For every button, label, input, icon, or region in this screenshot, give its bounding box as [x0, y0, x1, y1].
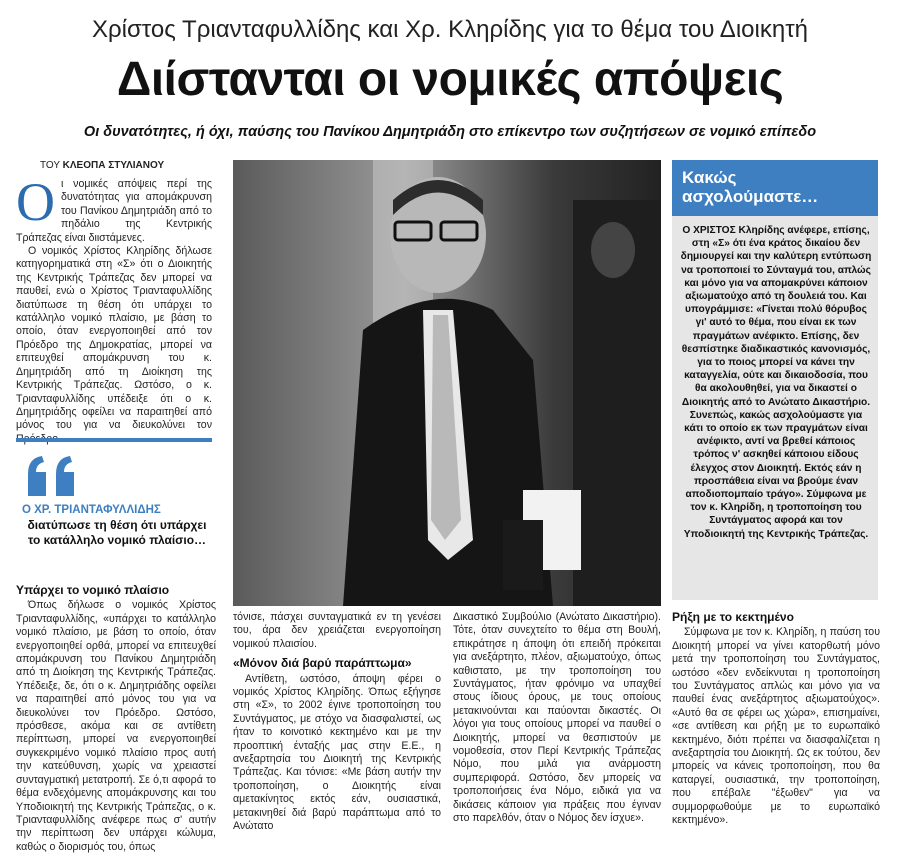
section-heading-rupture: Ρήξη με το κεκτημένο: [672, 610, 794, 624]
byline-author: ΚΛΕΟΠΑ ΣΤΥΛΙΑΝΟΥ: [62, 160, 165, 171]
column-1-text: Όπως δήλωσε ο νομικός Χρίστος Τριανταφυλλίδης, «υπάρχει το κατάλληλο νομικό πλαίσιο, με βάση το οποίο, όταν ενεργοποιηθεί ορθά, μπορεί να επιτευχθεί απομάκρυνση του Πανίκου Δημητριάδη από τη Διοίκηση της Κεντρικής Τράπεζας. Υπέδειξε, δε, ότι ο κ. Δημητριάδης οφείλει να παραιτηθεί από μόνος του για να διευκολύνει τον Πρόεδρο. Ωστόσο, πρόσθεσε, ακόμα και σε αντίθετη περίπτωση, μπορεί να ενεργοποιηθεί συγκεκριμένο νομικό πλαίσιο προς αυτή την κατεύθυνση, χωρίς να χρειαστεί συνταγματική μετατροπή. Σε ό,τι αφορά το θέμα ενδεχόμενης απομάκρυνσης και του Υποδιοικητή της Κεντρικής Τράπεζας, ο κ. Τριανταφυλλίδης ανέφερε πως σ' αυτήν την περίπτωση δεν υπάρχει κώλυμα, καθώς ο διορισμός του, όπως: [16, 599, 216, 853]
section-heading-legal-framework: Υπάρχει το νομικό πλαίσιο: [16, 583, 170, 597]
column-3: [453, 611, 661, 826]
pull-quote-rule: [16, 438, 212, 442]
sidebar-box: [672, 160, 878, 600]
lead-column: [16, 172, 212, 446]
sidebar-title: Κακώς ασχολούμαστε…: [682, 168, 819, 206]
byline: [40, 160, 164, 171]
column-4-text: Σύμφωνα με τον κ. Κληρίδη, η παύση του Διοικητή μπορεί να γίνει κατορθωτή μόνο μετά την τροποποίηση του Συντάγματος, ωστόσο «δεν ενδείκνυται η τροποποίηση του Συντάγματος απλώς και μόνο για να παυθεί ένας ανεξάρτητος αξιωματούχος». «Αυτό θα σε φέρει ως χώρα», επισημαίνει, «σε αντίθεση και ρήξη με το ευρωπαϊκό κεκτημένο, διότι πρέπει να διασφαλίζεται η ανεξαρτησία του Διοικητή. Ως εκ τούτου, δεν μπορείς να κάνεις τροποποίηση, που θα καταργεί, ουσιαστικά, την τροποποίηση, που επέβαλε "έξωθεν" για να συμμορφωθούμε με το ευρωπαϊκό κεκτημένο».: [672, 626, 880, 827]
sidebar-text: Ο ΧΡΙΣΤΟΣ Κληρίδης ανέφερε, επίσης, στη «Σ» ότι ένα κράτος δικαίου δεν δημιουργεί και την καλύτερη εντύπωση να τροποποιεί το Σύνταγμά του, απλώς και μόνο για να απομακρύνει κάποιον αξιωματούχο από τη δουλειά του. Και υπογράμμισε: «Γίνεται πολύ θόρυβος γι' αυτό το θέμα, που είναι εκ των πραγμάτων ανέφικτο. Επίσης, δεν θεσπίστηκε διαδικαστικός κανονισμός, για το ποιος μπορεί να κάνει την καταγγελία, ούτε και δικαιοδοσία, που θα ακολουθηθεί, για να δικαστεί ο Διοικητής από το Ανώτατο Δικαστήριο. Συνεπώς, κακώς ασχολούμαστε για κάτι το οποίο εκ των πραγμάτων είναι ανέφικτο, αντί να βρεθεί κάποιος τρόπος ν' ασκηθεί κάποιου είδους έλεγχος στον Διοικητή. Εκτός εάν η προσπάθεια είναι να βρούμε έναν αποδιοπομπαίο τράγο». Σύμφωνα με τον κ. Κληρίδη, η τροποποίηση του Συντάγματος αφορά και τον Υποδιοικητή της Κεντρικής Τράπεζας.: [680, 225, 872, 540]
column-2-text-1: τόνισε, πάσχει συνταγματικά εν τη γενέσει του, άρα δεν χρειάζεται ενεργοποίηση νομικού πλαισίου.: [233, 611, 441, 650]
photo-portrait-icon: [233, 160, 661, 606]
column-1: [16, 584, 216, 854]
article-photo: [233, 160, 661, 606]
column-4: [672, 611, 880, 828]
byline-prefix: ΤΟΥ: [40, 160, 60, 171]
lead-paragraph-1: ι νομικές απόψεις περί της δυνατότητας για απομάκρυνση του Πανίκου Δημητριάδη από το πηδάλιο της Κεντρικής Τράπεζας είναι διιστάμενες.: [16, 178, 212, 244]
lead-paragraph-2: Ο νομικός Χρίστος Κληρίδης δήλωσε κατηγορηματικά στη «Σ» ότι ο Διοικητής της Κεντρικής Τράπεζας δεν μπορεί να παυθεί, ενώ ο Χρίστος Τριανταφυλλίδης διατύπωσε τη θέση ότι υπάρχει το κατάλληλο νομικό πλαίσιο, με βάση το οποίο, όταν ενεργοποιηθεί από τον Πρόεδρο της Δημοκρατίας, μπορεί να επιτευχθεί απομάκρυνση του κ. Δημητριάδη από τη Διοίκηση της Κεντρικής Τράπεζας. Ωστόσο, ο κ. Τριανταφυλλίδης υπέδειξε ότι ο κ. Δημητριάδης οφείλει να παραιτηθεί από μόνος του για να διευκολύνει τον: [16, 245, 212, 432]
column-3-text: Δικαστικό Συμβούλιο (Ανώτατο Δικαστήριο). Τότε, όταν συνεχτείτο το θέμα στη Βουλή, επικράτησε η άποψη ότι επειδή πρόκειται για ανεξάρτητο, πλέον, αξιωματούχο, όπως καθιστατο, με την τροποποίηση του Συντάγματος, ήταν φρόνιμο να υπαχθεί στους ίδιους όρους, με τους οποίους μετακινούνται και παύονται δικαστές. Οι λόγοι για τους οποίους μπορεί να παυθεί ο Διοικητής, μπορεί να θεσπιστούν με νομοθεσία, στον Περί Κεντρικής Τράπεζας Νόμο, που μιλά για ανάρμοστη συμπεριφορά. Ωστόσο, δεν μπορείς να τροποποιήσεις ένα Νόμο, ειδικά για να δικάσεις κάποιον για πράξεις που έγιναν στο παρελθόν, όταν ο Νόμος δεν ίσχυε».: [453, 611, 661, 825]
pull-quote: [16, 438, 212, 554]
dropcap: Ο: [16, 172, 55, 232]
sidebar-header: [672, 160, 878, 216]
section-heading-serious-misconduct: «Μόνον διά βαρύ παράπτωμα»: [233, 656, 412, 671]
column-2-text-2: Αντίθετη, ωστόσο, άποψη φέρει ο νομικός Χρίστος Κληρίδης. Όπως εξήγησε στη «Σ», το 2002 έγινε τροποποίηση του Συντάγματος, με στόχο να διασφαλιστεί, ως ήταν το κοινοτικό κεκτημένο και με την προοπτική ένταξής μας στην Ε.Ε., η ανεξαρτησία του Διοικητή της Κεντρικής Τράπεζας. Και τόνισε: «Με βάση αυτήν την τροποποίηση, ο Διοικητής είναι αμετακίνητος εκτός εάν, ουσιαστικά, μετακινηθεί διά βαρύ παράπτωμα από το Ανώτατο: [233, 672, 441, 833]
headline: Διίστανται οι νομικές απόψεις: [116, 53, 784, 106]
headline-kicker: Χρίστος Τριανταφυλλίδης και Χρ. Κληρίδης για το θέμα του Διοικητή: [91, 16, 809, 43]
column-2: [233, 611, 441, 834]
pull-quote-text: διατύπωσε τη θέση ότι υπάρχει το κατάλληλο νομικό πλαίσιο…: [27, 518, 207, 547]
pull-quote-name: Ο ΧΡ. ΤΡΙΑΝΤΑΦΥΛΛΙΔΗΣ: [22, 504, 161, 516]
subheadline: Οι δυνατότητες, ή όχι, παύσης του Πανίκου Δημητριάδη στο επίκεντρο των συζητήσεων σε νομικό επίπεδο: [83, 124, 817, 140]
quote-mark-icon: [24, 452, 84, 502]
